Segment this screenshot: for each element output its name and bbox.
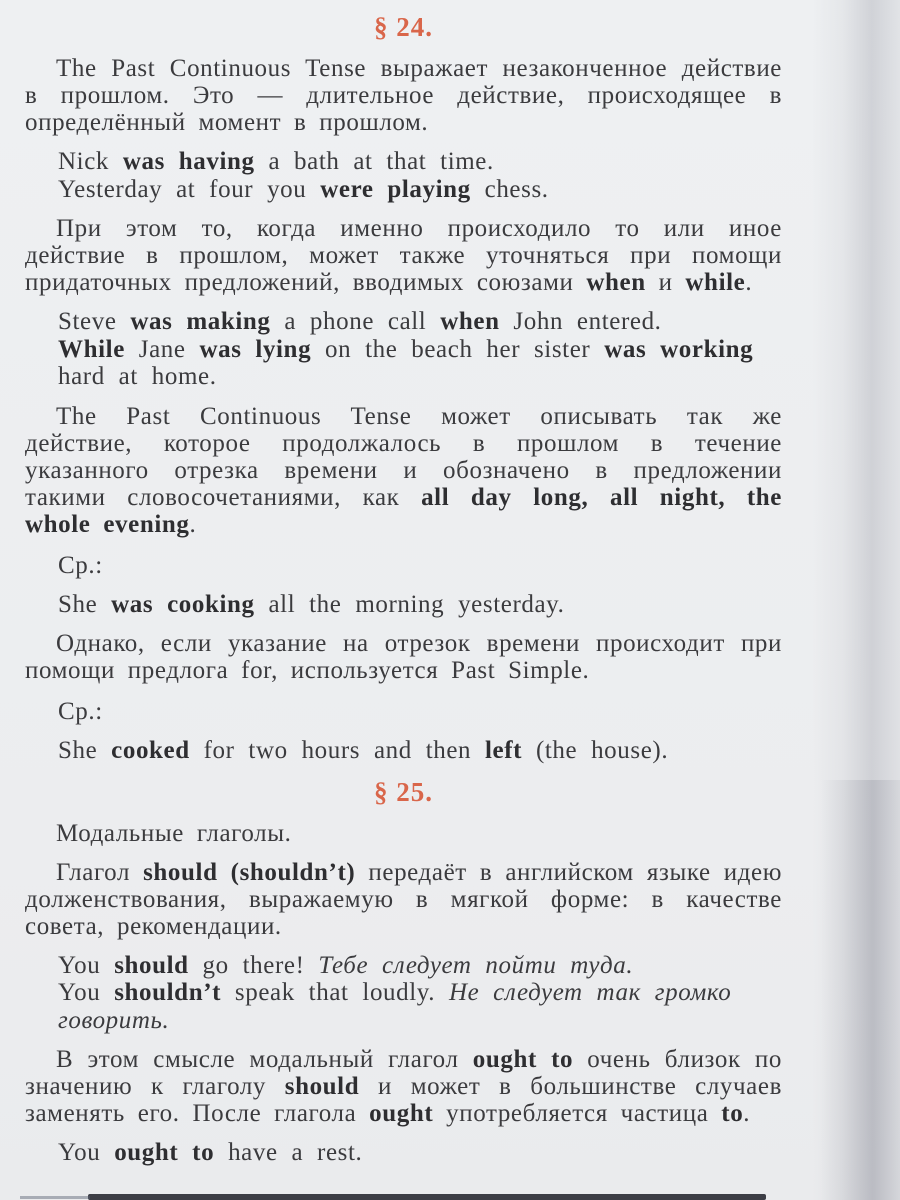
text-run: Тебе следует пойти туда. xyxy=(318,951,634,979)
paragraph xyxy=(25,403,782,538)
text-run: Ср.: xyxy=(58,551,103,579)
text-run: You xyxy=(58,951,115,979)
example-line xyxy=(58,148,782,176)
text-run: Ср.: xyxy=(58,698,103,725)
text-run: for two hours and then xyxy=(189,737,486,764)
text-run: was making xyxy=(130,308,271,335)
text-run: Nick xyxy=(58,148,123,175)
example-line xyxy=(58,176,782,204)
section-24-content xyxy=(25,55,782,765)
compare-label xyxy=(58,698,782,725)
text-run: when xyxy=(586,269,646,296)
example-line xyxy=(58,336,782,391)
text-run: should xyxy=(284,1073,360,1100)
scan-edge-line xyxy=(88,1194,766,1200)
text-run: и может в большинстве случаев заменять его. После глагола xyxy=(25,1073,782,1127)
text-run: употребляется частица xyxy=(433,1100,722,1127)
text-run: should xyxy=(114,951,189,979)
section-25-heading: § 25. xyxy=(374,776,433,807)
text-run: cooked xyxy=(111,737,190,764)
text-run: . xyxy=(743,1100,751,1127)
text-run: was cooking xyxy=(111,590,255,618)
text-run: John entered. xyxy=(499,308,662,335)
compare-label xyxy=(58,552,782,579)
paragraph xyxy=(25,820,782,847)
text-run: Не следует так громко говорить. xyxy=(58,979,732,1034)
text-run: очень близок по значению к глаголу xyxy=(25,1046,782,1100)
example-block xyxy=(58,1139,782,1167)
text-run: (the house). xyxy=(522,737,669,764)
text-run: Глагол xyxy=(56,858,144,886)
text-run: She xyxy=(58,590,112,618)
text-run: all day long, all night, the whole evening xyxy=(25,483,782,538)
text-run: speak that loudly. xyxy=(221,979,449,1006)
paragraph xyxy=(25,859,782,940)
example-block xyxy=(58,308,782,391)
text-run: Yesterday at four you xyxy=(58,175,321,203)
text-run: to xyxy=(721,1100,744,1127)
section-24 xyxy=(25,12,782,765)
text-run: a phone call xyxy=(270,308,441,335)
text-run: a bath at that time. xyxy=(254,148,494,175)
example-line xyxy=(58,308,782,336)
text-run: was lying xyxy=(199,335,312,363)
text-run: . xyxy=(745,269,753,296)
text-run: В этом смысле модальный глагол xyxy=(56,1046,473,1073)
text-run: left xyxy=(485,737,523,764)
paragraph xyxy=(25,55,782,136)
text-run: was working xyxy=(604,335,754,363)
example-block xyxy=(58,737,782,765)
text-run: were playing xyxy=(320,175,471,203)
paragraph xyxy=(25,630,782,684)
text-run: You xyxy=(58,979,115,1006)
text-run: should (shouldn’t) xyxy=(143,858,356,886)
example-line xyxy=(58,952,782,980)
text-run: chess. xyxy=(470,175,549,203)
section-24-heading: § 24. xyxy=(374,12,433,42)
text-run: shouldn’t xyxy=(114,979,222,1006)
text-run: The Past Continuous Tense может описывать так же действие, которое продолжалось в прошлом в течение указанного отрезка времени и обозначено в предложении такими словосочетаниями, как xyxy=(25,402,782,511)
text-run: while xyxy=(685,269,746,296)
text-run: ought to xyxy=(114,1139,215,1166)
example-block xyxy=(58,952,782,1035)
scan-edge-line-faint xyxy=(20,1196,90,1199)
text-run: was having xyxy=(122,148,255,175)
example-line xyxy=(58,1139,782,1167)
text-run: ought xyxy=(369,1100,434,1127)
text-run: передаёт в английском языке идею долженствования, выражаемую в мягкой форме: в качестве совета, рекомендации. xyxy=(25,858,783,940)
text-run: Модальные глаголы. xyxy=(56,819,292,847)
text-run: She xyxy=(58,737,112,764)
text-run: You xyxy=(58,1139,115,1166)
section-25-content xyxy=(25,820,782,1167)
text-run: ought to xyxy=(472,1046,574,1073)
example-line xyxy=(58,591,782,619)
paragraph xyxy=(25,1046,782,1127)
text-run: The Past Continuous Tense выражает незаконченное действие в прошлом. Это — длительное действие, происходящее в определённый момент в прошлом. xyxy=(25,55,782,136)
text-run: При этом то, когда именно происходило то или иное действие в прошлом, может также уточняться при помощи придаточных предложений, вводимых союзами xyxy=(25,215,782,296)
text-run: Steve xyxy=(58,308,131,335)
text-run: when xyxy=(440,308,500,335)
text-run: go there! xyxy=(188,951,319,979)
text-run: on the beach her sister xyxy=(311,335,605,363)
text-run: . xyxy=(189,510,197,538)
text-run: Jane xyxy=(124,335,200,363)
section-25 xyxy=(25,777,782,1167)
example-block xyxy=(58,148,782,203)
example-line xyxy=(58,737,782,765)
text-run: hard at home. xyxy=(58,363,217,390)
paragraph xyxy=(25,215,782,296)
text-run: While xyxy=(58,335,125,363)
example-line xyxy=(58,979,782,1034)
example-block xyxy=(58,591,782,619)
text-run: have a rest. xyxy=(214,1139,363,1166)
text-run: Однако, если указание на отрезок времени происходит при помощи предлога for, используется Past Simple. xyxy=(25,630,782,684)
text-run: all the morning yesterday. xyxy=(254,590,565,618)
text-run: и xyxy=(645,269,686,296)
